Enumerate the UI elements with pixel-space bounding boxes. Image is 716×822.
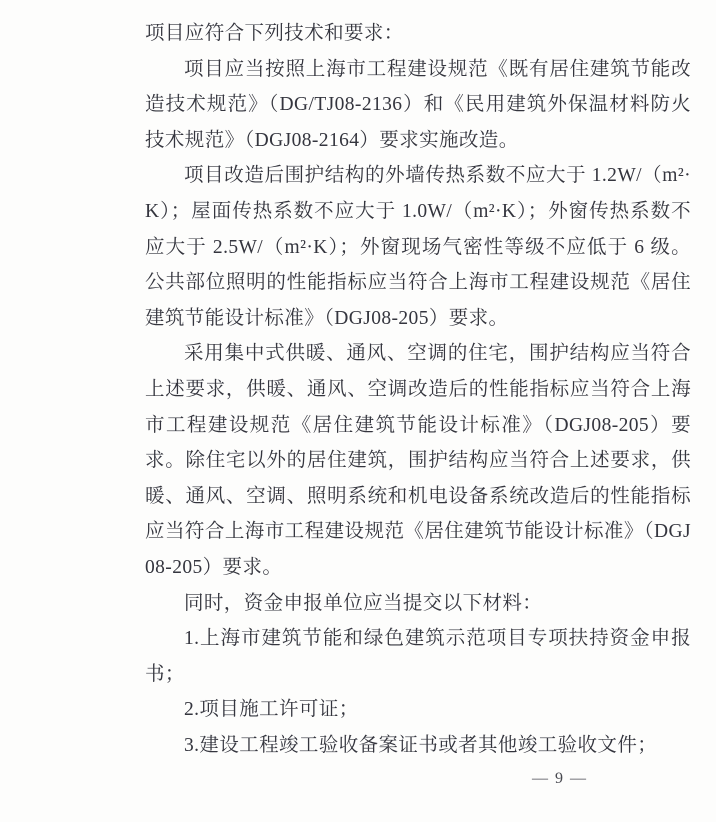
paragraph: 项目改造后围护结构的外墙传热系数不应大于 1.2W/（m²·K）；屋面传热系数不应大于 1.0W/（m²·K）；外窗传热系数不应大于 2.5W/（m²·K）；外窗现场气密性等级不应低于 6 级。公共部位照明的性能指标应当符合上海市工程建设规范《居住建筑节能设计标准》（DGJ08-205）要求。 <box>145 165 691 329</box>
paragraph: 采用集中式供暖、通风、空调的住宅，围护结构应当符合上述要求，供暖、通风、空调改造后的性能指标应当符合上海市工程建设规范《居住建筑节能设计标准》（DGJ08-205）要求。除住宅以外的居住建筑，围护结构应当符合上述要求，供暖、通风、空调、照明系统和机电设备系统改造后的性能指标应当符合上海市工程建设规范《居住建筑节能设计标准》（DGJ08-205）要求。 <box>145 343 691 578</box>
document-body <box>145 16 691 763</box>
paragraph: 同时，资金申报单位应当提交以下材料： <box>184 592 543 614</box>
paragraph: 项目应当按照上海市工程建设规范《既有居住建筑节能改造技术规范》（DG/TJ08-2136）和《民用建筑外保温材料防火技术规范》（DGJ08-2164）要求实施改造。 <box>145 58 691 151</box>
paragraph: 1.上海市建筑节能和绿色建筑示范项目专项扶持资金申报书； <box>145 628 691 685</box>
paragraph: 3.建设工程竣工验收备案证书或者其他竣工验收文件； <box>184 734 658 756</box>
page-number: — 9 — <box>532 770 588 787</box>
paragraph: 2.项目施工许可证； <box>184 699 359 721</box>
paragraph: 项目应符合下列技术和要求： <box>145 23 404 44</box>
